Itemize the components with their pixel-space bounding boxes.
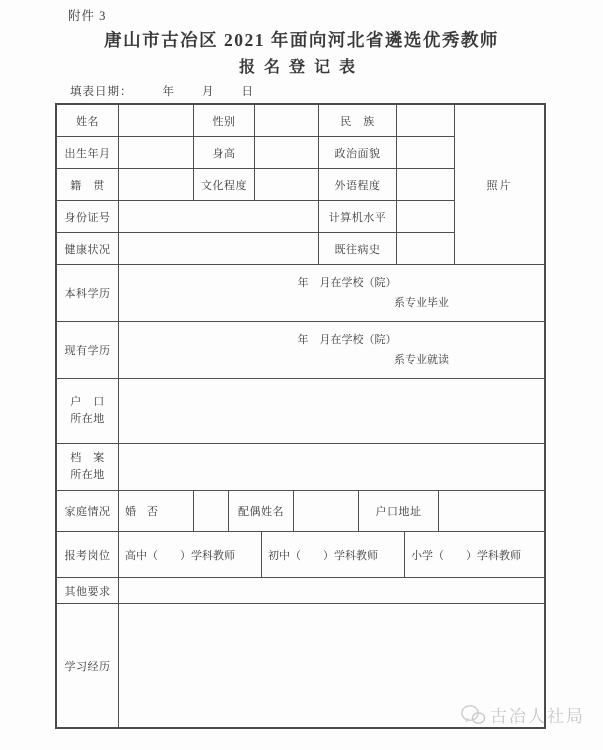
current-year-month-text: 年 月在 xyxy=(297,334,342,346)
education-level-label: 文化程度 xyxy=(194,169,255,200)
watermark-text: 古冶人社局 xyxy=(490,707,585,726)
native-place-value-cell xyxy=(119,169,194,200)
table-row xyxy=(57,201,455,233)
ethnicity-label: 民 族 xyxy=(319,105,397,136)
personal-info-grid xyxy=(57,105,455,264)
height-value-cell xyxy=(255,137,319,168)
height-label: 身高 xyxy=(194,137,255,168)
family-row xyxy=(57,491,544,532)
married-value-cell xyxy=(194,491,229,531)
household-address-label: 户口地址 xyxy=(359,491,439,531)
medical-history-label: 既往病史 xyxy=(319,233,397,264)
position-middle-school-cell: 初中（ ）学科教师 xyxy=(262,532,405,577)
hukou-label xyxy=(57,379,119,443)
bachelor-school-text: 学校（院） xyxy=(341,277,397,289)
other-requirements-row xyxy=(57,578,544,604)
table-row xyxy=(57,169,455,201)
attachment-label: 附件 3 xyxy=(68,9,107,23)
spouse-name-label: 配偶姓名 xyxy=(229,491,294,531)
gender-value-cell xyxy=(255,105,319,136)
native-place-label: 籍 贯 xyxy=(57,169,119,200)
birth-date-value-cell xyxy=(119,137,194,168)
hukou-row xyxy=(57,379,544,444)
current-studying-text: 专业就读 xyxy=(405,354,449,366)
position-label: 报考岗位 xyxy=(57,532,119,577)
other-requirements-value-cell xyxy=(119,578,544,603)
birth-date-label: 出生年月 xyxy=(57,137,119,168)
fill-date-line xyxy=(70,83,254,99)
archive-label xyxy=(57,444,119,490)
political-status-label: 政治面貌 xyxy=(319,137,397,168)
health-status-label: 健康状况 xyxy=(57,233,119,264)
gender-label: 性别 xyxy=(194,105,255,136)
archive-label-line2: 所在地 xyxy=(70,469,105,481)
fill-date-month: 月 xyxy=(202,86,215,98)
bachelor-degree-value-cell xyxy=(119,265,544,321)
computer-level-value-cell xyxy=(397,201,455,232)
fill-date-label: 填表日期： xyxy=(70,86,133,98)
bachelor-degree-label: 本科学历 xyxy=(57,265,119,321)
current-dept-text: 系 xyxy=(394,354,405,366)
fill-date-day: 日 xyxy=(241,86,254,98)
position-primary-school-cell: 小学（ ）学科教师 xyxy=(411,549,521,562)
current-degree-label: 现有学历 xyxy=(57,322,119,378)
hukou-label-line2: 所在地 xyxy=(70,413,105,425)
current-degree-value-cell xyxy=(119,322,544,378)
hukou-label-line1: 户 口 xyxy=(70,396,105,408)
other-requirements-label: 其他要求 xyxy=(57,578,119,603)
personal-info-band xyxy=(57,105,544,265)
bachelor-dept-text: 系 xyxy=(394,297,405,309)
archive-value-cell xyxy=(119,444,544,490)
foreign-language-label: 外语程度 xyxy=(319,169,397,200)
medical-history-value-cell xyxy=(397,233,455,264)
health-status-value-cell xyxy=(119,233,319,264)
document-subtitle: 报名登记表 xyxy=(238,59,364,76)
wechat-bubble-icon xyxy=(460,704,486,726)
fill-date-year: 年 xyxy=(162,86,175,98)
political-status-value-cell xyxy=(397,137,455,168)
position-row xyxy=(57,532,544,578)
archive-row xyxy=(57,444,544,491)
current-school-text: 学校（院） xyxy=(341,334,397,346)
watermark xyxy=(460,702,585,727)
current-degree-row xyxy=(57,322,544,379)
foreign-language-value-cell xyxy=(397,169,455,200)
study-experience-label: 学习经历 xyxy=(57,604,119,727)
document-title: 唐山市古冶区 2021 年面向河北省遴选优秀教师 xyxy=(104,30,499,50)
education-level-value-cell xyxy=(255,169,319,200)
photo-cell: 照片 xyxy=(486,179,513,192)
computer-level-label: 计算机水平 xyxy=(319,201,397,232)
archive-label-line1: 档 案 xyxy=(70,452,105,464)
name-label: 姓名 xyxy=(57,105,119,136)
married-label: 婚 否 xyxy=(119,491,194,531)
bachelor-degree-row xyxy=(57,265,544,322)
id-number-value-cell xyxy=(119,201,319,232)
ethnicity-value-cell xyxy=(397,105,455,136)
bachelor-year-month-text: 年 月在 xyxy=(297,277,342,289)
table-row xyxy=(57,105,455,137)
spouse-name-value-cell xyxy=(294,491,359,531)
household-address-value-cell xyxy=(439,491,544,531)
id-number-label: 身份证号 xyxy=(57,201,119,232)
table-row xyxy=(57,137,455,169)
registration-form-table xyxy=(55,103,546,729)
bachelor-graduate-text: 专业毕业 xyxy=(405,297,449,309)
table-row xyxy=(57,233,455,264)
family-label: 家庭情况 xyxy=(57,491,119,531)
position-high-school-cell: 高中（ ）学科教师 xyxy=(119,532,262,577)
hukou-value-cell xyxy=(119,379,544,443)
name-value-cell xyxy=(119,105,194,136)
